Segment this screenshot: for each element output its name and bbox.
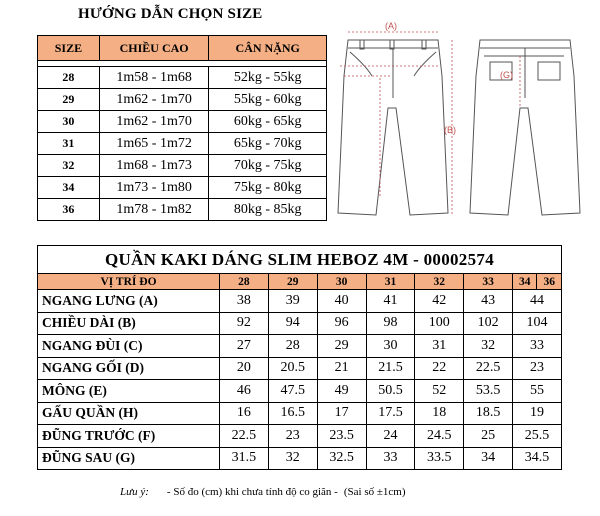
measurement-value: 55	[513, 380, 562, 403]
note	[120, 486, 406, 498]
size-guide-table	[37, 35, 327, 221]
guide-row	[38, 155, 327, 177]
measurement-value: 92	[220, 312, 269, 335]
height-cell: 1m68 - 1m73	[99, 155, 209, 177]
size-header: 31	[366, 274, 415, 290]
note-text: - Số đo (cm) khi chưa tính độ co giãn -	[166, 486, 338, 498]
measurement-value: 102	[464, 312, 513, 335]
size-header: 30	[317, 274, 366, 290]
guide-header: SIZE	[38, 36, 100, 61]
measurement-value: 22	[415, 357, 464, 380]
measurement-value: 23.5	[317, 425, 366, 448]
guide-row	[38, 67, 327, 89]
measurement-value: 32	[268, 447, 317, 470]
guide-row	[38, 89, 327, 111]
measurement-value: 47.5	[268, 380, 317, 403]
measurement-value: 40	[317, 290, 366, 313]
measurement-label: GẤU QUẦN (H)	[38, 402, 220, 425]
measurement-value: 52	[415, 380, 464, 403]
measurement-value: 31.5	[220, 447, 269, 470]
measurement-row	[38, 335, 562, 358]
note-tolerance: (Sai số ±1cm)	[343, 486, 406, 498]
position-header: VỊ TRÍ ĐO	[38, 274, 220, 290]
measurement-value: 17.5	[366, 402, 415, 425]
product-title: QUẦN KAKI DÁNG SLIM HEBOZ 4M - 00002574	[38, 246, 562, 274]
measurement-label: MÔNG (E)	[38, 380, 220, 403]
size-header: 36	[537, 274, 562, 290]
measurement-value: 39	[268, 290, 317, 313]
measurement-value: 24.5	[415, 425, 464, 448]
size-cell: 31	[38, 133, 100, 155]
size-header: 28	[220, 274, 269, 290]
measurement-value: 19	[513, 402, 562, 425]
height-cell: 1m78 - 1m82	[99, 199, 209, 221]
measurement-value: 43	[464, 290, 513, 313]
size-cell: 28	[38, 67, 100, 89]
label-a: (A)	[385, 21, 397, 31]
measurement-value: 32	[464, 335, 513, 358]
size-header: 33	[464, 274, 513, 290]
measurement-label: NGANG ĐÙI (C)	[38, 335, 220, 358]
measurement-value: 34	[464, 447, 513, 470]
measurement-value: 33	[513, 335, 562, 358]
weight-cell: 52kg - 55kg	[209, 67, 327, 89]
measurement-value: 38	[220, 290, 269, 313]
measurement-value: 23	[513, 357, 562, 380]
measurement-value: 16.5	[268, 402, 317, 425]
measurement-value: 23	[268, 425, 317, 448]
weight-cell: 75kg - 80kg	[209, 177, 327, 199]
measurement-value: 50.5	[366, 380, 415, 403]
measurement-value: 21	[317, 357, 366, 380]
measurement-value: 32.5	[317, 447, 366, 470]
size-header: 34	[513, 274, 537, 290]
guide-header: CHIỀU CAO	[99, 36, 209, 61]
size-header: 29	[268, 274, 317, 290]
measurement-row	[38, 402, 562, 425]
measurement-label: NGANG LƯNG (A)	[38, 290, 220, 313]
measurement-value: 46	[220, 380, 269, 403]
measurement-row	[38, 357, 562, 380]
measurement-value: 27	[220, 335, 269, 358]
height-cell: 1m58 - 1m68	[99, 67, 209, 89]
measurement-value: 22.5	[220, 425, 269, 448]
measurement-value: 21.5	[366, 357, 415, 380]
size-guide-title: HƯỚNG DẪN CHỌN SIZE	[78, 6, 263, 22]
weight-cell: 70kg - 75kg	[209, 155, 327, 177]
measurement-value: 33.5	[415, 447, 464, 470]
measurement-value: 25	[464, 425, 513, 448]
size-cell: 32	[38, 155, 100, 177]
measurement-value: 31	[415, 335, 464, 358]
pants-diagram	[330, 18, 598, 238]
measurement-value: 34.5	[513, 447, 562, 470]
measurement-label: NGANG GỐI (D)	[38, 357, 220, 380]
measurement-value: 44	[513, 290, 562, 313]
height-cell: 1m62 - 1m70	[99, 89, 209, 111]
measurement-value: 22.5	[464, 357, 513, 380]
label-b: (B)	[444, 125, 456, 135]
note-label: Lưu ý:	[120, 486, 149, 498]
measurement-value: 41	[366, 290, 415, 313]
size-cell: 36	[38, 199, 100, 221]
measurement-value: 49	[317, 380, 366, 403]
measurement-value: 24	[366, 425, 415, 448]
label-g: (G)	[500, 70, 513, 80]
guide-row	[38, 199, 327, 221]
measurement-value: 25.5	[513, 425, 562, 448]
measurement-value: 18	[415, 402, 464, 425]
measurement-value: 18.5	[464, 402, 513, 425]
measurement-value: 20.5	[268, 357, 317, 380]
measurement-value: 42	[415, 290, 464, 313]
measurement-value: 96	[317, 312, 366, 335]
height-cell: 1m65 - 1m72	[99, 133, 209, 155]
measurement-value: 28	[268, 335, 317, 358]
measurement-row	[38, 312, 562, 335]
height-cell: 1m62 - 1m70	[99, 111, 209, 133]
guide-row	[38, 111, 327, 133]
size-header: 32	[415, 274, 464, 290]
measurement-value: 30	[366, 335, 415, 358]
measurement-value: 17	[317, 402, 366, 425]
measurement-row	[38, 447, 562, 470]
guide-row	[38, 177, 327, 199]
measurement-row	[38, 290, 562, 313]
measurement-label: ĐŨNG TRƯỚC (F)	[38, 425, 220, 448]
measurement-row	[38, 380, 562, 403]
measurement-label: CHIỀU DÀI (B)	[38, 312, 220, 335]
measurement-label: ĐŨNG SAU (G)	[38, 447, 220, 470]
measurement-value: 20	[220, 357, 269, 380]
height-cell: 1m73 - 1m80	[99, 177, 209, 199]
size-cell: 29	[38, 89, 100, 111]
size-cell: 30	[38, 111, 100, 133]
measurement-value: 16	[220, 402, 269, 425]
size-cell: 34	[38, 177, 100, 199]
measurement-value: 53.5	[464, 380, 513, 403]
measurement-value: 98	[366, 312, 415, 335]
weight-cell: 60kg - 65kg	[209, 111, 327, 133]
guide-row	[38, 133, 327, 155]
weight-cell: 65kg - 70kg	[209, 133, 327, 155]
weight-cell: 55kg - 60kg	[209, 89, 327, 111]
measurement-value: 94	[268, 312, 317, 335]
measurement-value: 33	[366, 447, 415, 470]
measurement-value: 100	[415, 312, 464, 335]
guide-header: CÂN NẶNG	[209, 36, 327, 61]
measurement-value: 104	[513, 312, 562, 335]
measurement-table	[37, 245, 562, 470]
weight-cell: 80kg - 85kg	[209, 199, 327, 221]
measurement-row	[38, 425, 562, 448]
measurement-value: 29	[317, 335, 366, 358]
